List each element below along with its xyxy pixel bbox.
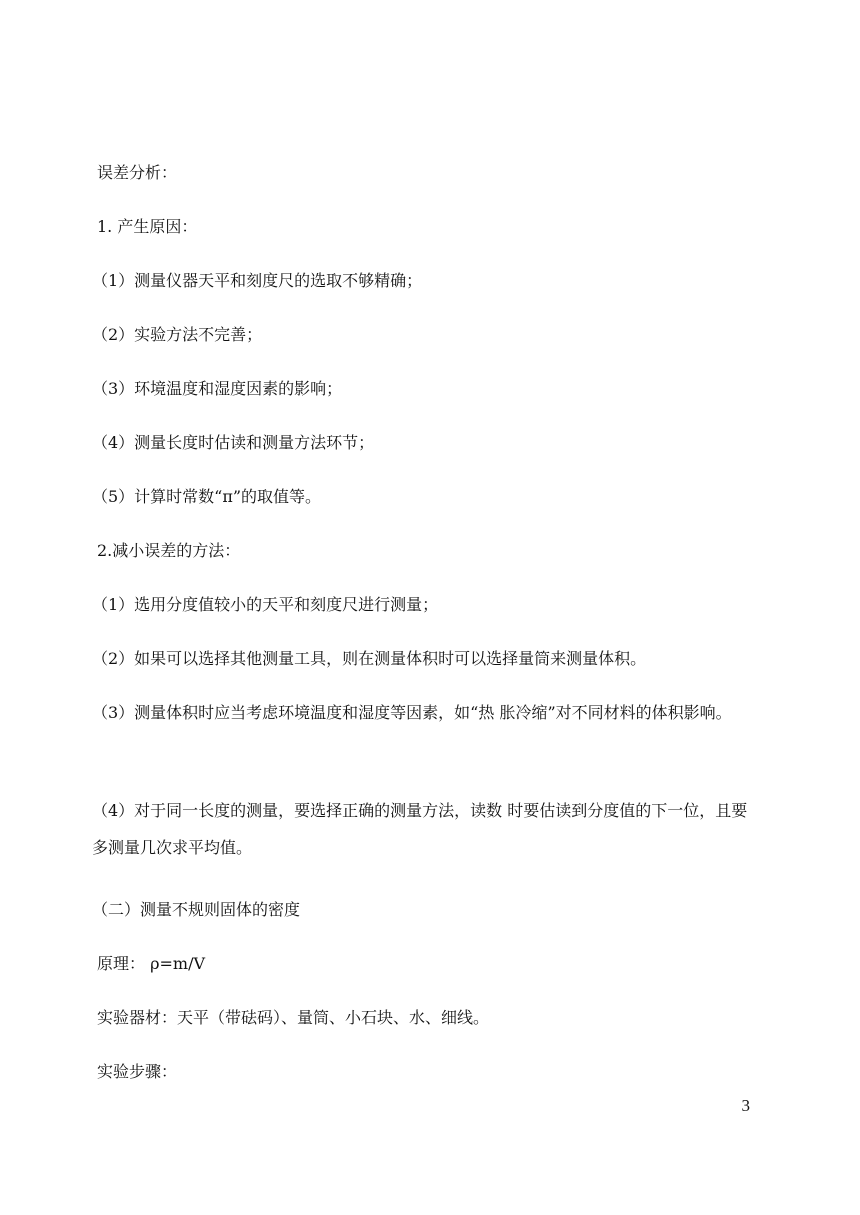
steps-heading: 实验步骤： [97,1062,178,1081]
cause-item-2: （2）实验方法不完善； [92,325,263,344]
method-item-1: （1）选用分度值较小的天平和刻度尺进行测量； [92,595,439,614]
page-number: 3 [741,1096,750,1115]
cause-item-3: （3）环境温度和湿度因素的影响； [92,379,343,398]
section-heading-irregular-solid: （二）测量不规则固体的密度 [92,900,301,919]
method-item-2: （2）如果可以选择其他测量工具，则在测量体积时可以选择量筒来测量体积。 [92,649,647,668]
method-item-4: （4）对于同一长度的测量，要选择正确的测量方法，读数 时要估读到分度值的下一位，且要多测量几次求平均值。 [92,801,748,857]
cause-item-1: （1）测量仪器天平和刻度尺的选取不够精确； [92,271,423,290]
heading-error-analysis: 误差分析： [97,163,178,182]
heading-causes: 1. 产生原因： [97,217,198,236]
principle-line: 原理： ρ=m/V [97,954,206,973]
equipment-line: 实验器材：天平（带砝码）、量筒、小石块、水、细线。 [97,1008,490,1027]
cause-item-5: （5）计算时常数“π”的取值等。 [92,487,322,506]
cause-item-4: （4）测量长度时估读和测量方法环节； [92,433,375,452]
method-item-3: （3）测量体积时应当考虑环境温度和湿度等因素，如“热 胀冷缩”对不同材料的体积影响。 [92,703,732,722]
heading-reduce-error: 2.减小误差的方法： [97,541,241,560]
